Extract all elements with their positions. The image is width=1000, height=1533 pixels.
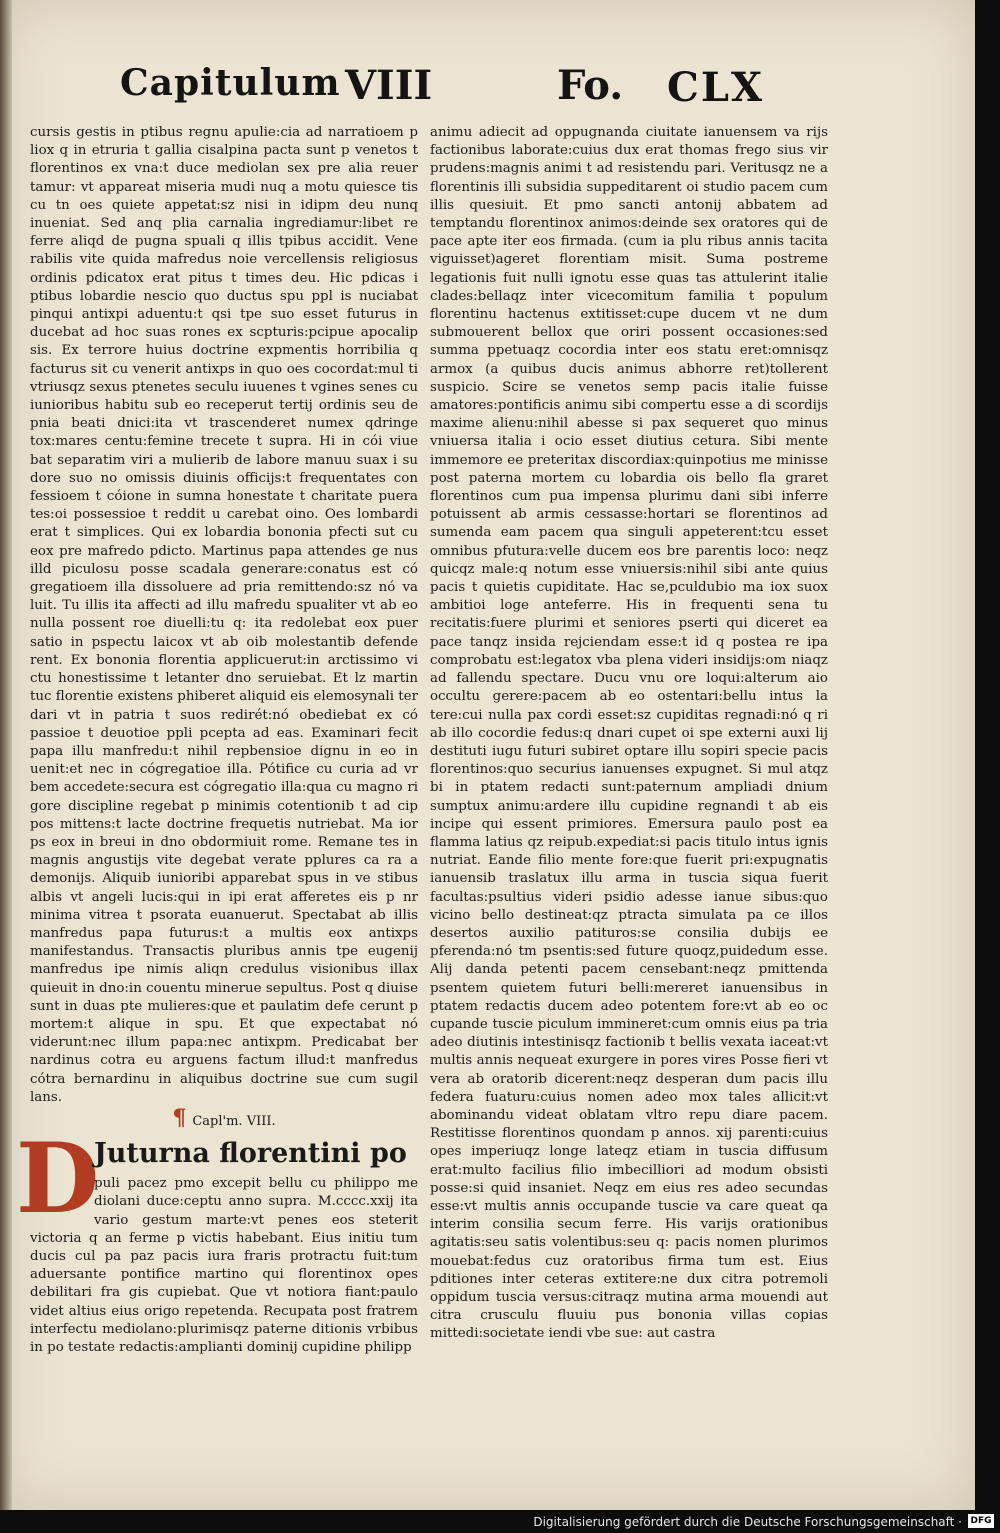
right-text-column [430,124,828,1342]
digitization-footer [0,1510,1000,1533]
chapter-heading: Juturna florentini po [94,1138,407,1170]
running-head-chapter-number: VIII [345,62,433,109]
right-paragraph-1: animu adiecit ad oppugnanda ciuitate ianuensem va rijs factionibus laborate:cuius dux erat thomas frego sius vir prudens:magnis animi t ad resistendu pari. Veritusqz ne a florentinis illi subsidia suppeditarent oi studio pacem cum illis quesiuit. Et pmo sancti antonij abbatem ad temptandu florentinox animos:deinde sex oratores qui de pace apte iter eos firmada. (cum ia plu ribus annis tacita viguisset)ageret florentiam misit. Suma postreme legationis fuit nulli ignotu esse quas tas attulerint italie clades:bellaqz inter vicecomitum familia t populum florentinu hactenus extitisset:cupe ducem vt ne dum submouerent bellox que oriri possent occasiones:sed summa ppetuaqz cocordia inter eos statu eret:omnisqz armox (a quibus ducis animus abhorre ret)tollerent suspicio. Scire se venetos semp pacis italie fuisse amatores:pontificis animu sibi compertu esse a di scordijs maxime alienu:nihil abesse si pax sequeret quo minus vniuersa italia i ocio esset diutius cetura. Sibi mente immemore ee preteritax discordiax:quinpotius me minisse post paterna mortem cu lobardia ois bello fla graret florentinos cum pua impensa plurimu dani sibi inferre potuissent ab armis cessasse:hortari se florentinos ad sumenda eam pacem qua singuli appeterent:tcu esset omnibus pfutura:velle ducem eos bre parentis loco: neqz quicqz male:q notum esse vniuersis:nihil sibi ante quius pacis t quietis cupiditate. Hac se,pculdubio ma iox suox ambitioi loge anteferre. His in frequenti sena tu recitatis:fuere plurimi et seniores pserti qui diceret ea pace tanqz insida rejciendam esse:t id q postea re ipa comprobatu est:legatox vba plena videri insidijs:om niaqz ad fallendu spectare. Ducu vnu ore loqui:alterum aio occultu gerere:pacem ab eo ostentari:bellu intus la tere:cui nulla pax cordi esset:sz cupiditas regnadi:nó q ri ab illo cocordie fedus:q dnari cupet oi spe externi auxi lij destituti iugu futuri subiret optare illu sopiri specie pacis florentinos:quo securius ianuenses expugnet. Si mul atqz bi in ptatem redacti sunt:paternum ampliadi dnium sumptux animu:ardere illu cupidine regnandi t ab eis incipe qui essent primiores. Emersura paulo post ea flamma latius qz reipub.expediat:si pacis titulo intus ignis nutriat. Eande filio mente fore:que fuerit pri:expugnatis ianuensib traslatux illu arma in tuscia siqua fuerit facultas:psultius videri psidio adesse ianue sibus:quo vicino bello destineat:qz ptracta simulata pa ce illos desertos auxilio patituros:se consilia dubijs ee pferenda:nó tm psentis:sed future quoqz,puidedum esse. Alij danda petenti pacem censebant:neqz pmittenda psentem quietem futuri belli:mereret ianuensibus in ptatem redactis ducem adeo potentem fore:vt ab eo oc cupande tuscie piculum immineret:cum omnis eius pa tria adeo diutinis intestinisqz factionib t bellis vexata iaceat:vt multis annis nequeat exurgere in pores vires Posse fieri vt vera ab oratorib dicerent:neqz desperan dum pacis illu federa fuaturu:cuius nomen adeo mox tales allicit:vt abominandu videat oblatam vltro repu diare pacem. Restitisse florentinos quondam p annos. xij parenti:cuius opes imperiuqz longe lateqz etiam in tuscia diffusum erat:multo facilius filio imbecilliori ad modum obsisti posse:si quid insaniet. Neqz em eius res adeo secundas esse:vt multis annis occupande tuscie va care queat qa interim consilia secum ferre. His varijs orationibus agitatis:seu satis volentibus:seu q: pacis nomen plurimos mouebat:fedus cuz oratoribus firma tum est. Eius pditiones inter ceteras extitere:ne dux citra potremoli oppidum tuscia versus:citraqz mutina arma mouendi aut citra crusculu fluuiu pus bononia villas copias mittedi:societate iendi vbe sue: aut castra [430,125,828,1342]
left-paragraph-1: cursis gestis in ptibus regnu apulie:cia ad narratioem p liox q in etruria t gallia cisalpina pacta sunt p venetos t florentinos ex vna:t duce mediolan sex pre alia reuer tamur: vt appareat miseria mudi nuq a motu quiesce tis cu tn oes quiete appetat:sz nisi in idipm deu nunq inueniat. Sed anq plia carnalia ingrediamur:libet re ferre aliqd de pugna spuali q illis tpibus accidit. Vene rabilis vite quida mafredus noie vercellensis religiosus ordinis pdicatox erat pitus t times deu. Hic pdicas i ptibus lobardie nescio quo ductus spu ppl is nuciabat pinqui antixpi aduentu:t qsi tpe suo esset futurus in ducebat ad hoc suas rones ex scpturis:pcipue apocalip sis. Ex terrore huius doctrine expmentis horribilia q facturus sit cu venerit antixps in quo oes cocordat:mul ti vtriusqz sexus ptenetes seculu iuuenes t vgines senes cu iunioribus habitu sub eo receperut tertij ordinis seu de pnia beati dnici:ita vt trascenderet numex qdringe tox:mares centu:femine trecete t supra. Hi in cói viue bat separatim viri a mulierib de labore manuu suax i su dore suo no omissis diuinis officijs:t frequentates con fessioem t cóione in sumna honestate t charitate puera tes:oi possessioe t reddit u carebat oino. Oes lombardi erat t simplices. Qui ex lobardia bononia pfecti sut cu eox pre mafredo pdicto. Martinus papa attendes ge nus illd piculosu posse scadala generare:conatus est có gregatioem illa dissoluere ad pria remittendo:sz nó va luit. Tu illis ita affecti ad illu mafredu spualiter vt ab eo nulla possent roe diuelli:tu q: ita redolebat eox puer satio in pspectu laicox vt ab oib molestantib defende rent. Ex bononia florentia applicuerut:in arctissimo vi ctu honestissime t letanter dno seruiebat. Et lz martin tuc florentie existens phiberet aliquid eis elemosynali ter dari vt in patria t suos redirét:nó obediebat ex có passioe t deuotioe ppli pcepta ad eas. Examinari fecit papa illu manfredu:t nihil repbensioe dignu in eo in uenit:et nec in cógregatioe illa. Pótifice cu curia ad vr bem accedete:secura est cógregatio illa:qua cu magno ri gore discipline regebat p minimis cotentionib t ad cip pos mittens:t lacte doctrine frequetis nutriebat. Ma ior ps eox in breui in dno obdormiuit rome. Remane tes in magnis angustijs vite degebat verate pplures ca ra a demonijs. Aliquib iunioribi apparebat spus in ve stibus albis vt angeli lucis:qui in ipi erat afferetes eis p nr minima vitrea t psorata euanuerut. Spectabat ab illis manfredus papa futurus:t a multis eox antixps manifestandus. Transactis pluribus annis tpe eugenij manfredus ipe nimis aliqn credulus visionibus illax quieuit in dno:in couentu minerue sepultus. Post q diuise sunt in duas pte mulieres:que et paulatim defe cerunt p mortem:t alique in spu. Et que expectabat nó viderunt:nec illum papa:nec antixpm. Predicabat ber nardinus cotra eu arguens factum illud:t manfredus cótra bernardinu in aliquibus doctrine sue cum sugil lans. [30,125,418,1105]
left-text-column [16,124,418,1355]
dfg-logo: DFG [968,1514,994,1528]
footer-credit-text: Digitalisierung gefördert durch die Deutsche Forschungsgemeinschaft · [533,1515,962,1529]
folio-number: CLX [667,64,764,111]
page-header [120,62,775,114]
decorated-initial: D [16,1122,100,1236]
chapter-opening [16,1122,418,1357]
running-head-chapter: Capitulum [120,62,341,104]
chapter-label-text: Capl'm. VIII. [192,1113,276,1129]
pilcrow-icon: ¶ [172,1104,187,1131]
left-paragraph-2: puli pacez pmo excepit bellu cu philippo me diolani duce:ceptu anno supra. M.cccc.xxij ita vario gestum marte:vt penes eos steterit victoria q an ferme p victis habebant. Eius initiu tum ducis cul pa paz pacis iura fraris protractu fuit:tum aduersante pontifice martino qui florentinox opes debilitari fra gis cupiebat. Que vt notiora fiant:paulo videt altius eius origo repetenda. Recupata post fratrem interfectu mediolano:plurimisqz paterne ditionis vrbibus in po testate redactis:amplianti dominij cupidine philipp [30,1176,418,1355]
folio-label: Fo. [557,62,624,109]
